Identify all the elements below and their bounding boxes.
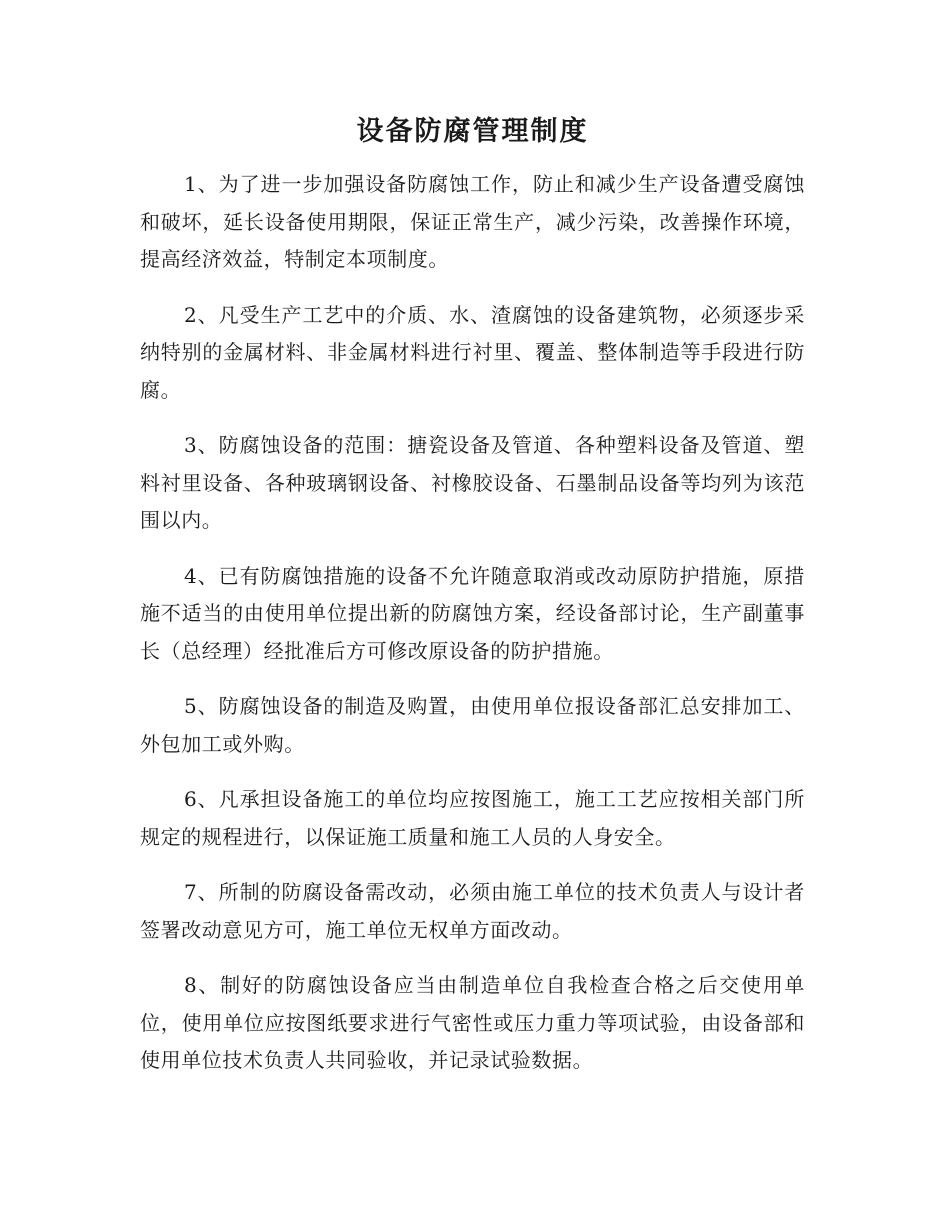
paragraph-3: 3、防腐蚀设备的范围：搪瓷设备及管道、各种塑料设备及管道、塑料衬里设备、各种玻璃钢设备、衬橡胶设备、石墨制品设备等均列为该范围以内。 bbox=[140, 433, 805, 532]
paragraph-2: 2、凡受生产工艺中的介质、水、渣腐蚀的设备建筑物，必须逐步采纳特别的金属材料、非金属材料进行衬里、覆盖、整体制造等手段进行防腐。 bbox=[140, 302, 805, 402]
paragraph-4: 4、已有防腐蚀措施的设备不允许随意取消或改动原防护措施，原措施不适当的由使用单位提出新的防腐蚀方案，经设备部讨论，生产副董事长（总经理）经批准后方可修改原设备的防护措施。 bbox=[140, 563, 805, 663]
document-page bbox=[140, 110, 805, 1098]
paragraph-7: 7、所制的防腐设备需改动，必须由施工单位的技术负责人与设计者签署改动意见方可，施工单位无权单方面改动。 bbox=[140, 880, 805, 942]
document-title: 设备防腐管理制度 bbox=[356, 116, 589, 147]
paragraph-1: 1、为了进一步加强设备防腐蚀工作，防止和减少生产设备遭受腐蚀和破坏，延长设备使用期限，保证正常生产，减少污染，改善操作环境，提高经济效益，特制定本项制度。 bbox=[140, 172, 805, 271]
paragraph-5: 5、防腐蚀设备的制造及购置，由使用单位报设备部汇总安排加工、外包加工或外购。 bbox=[140, 694, 805, 756]
paragraph-8: 8、制好的防腐蚀设备应当由制造单位自我检查合格之后交使用单位，使用单位应按图纸要求进行气密性或压力重力等项试验，由设备部和使用单位技术负责人共同验收，并记录试验数据。 bbox=[140, 973, 805, 1072]
paragraph-6: 6、凡承担设备施工的单位均应按图施工，施工工艺应按相关部门所规定的规程进行，以保证施工质量和施工人员的人身安全。 bbox=[140, 787, 805, 849]
